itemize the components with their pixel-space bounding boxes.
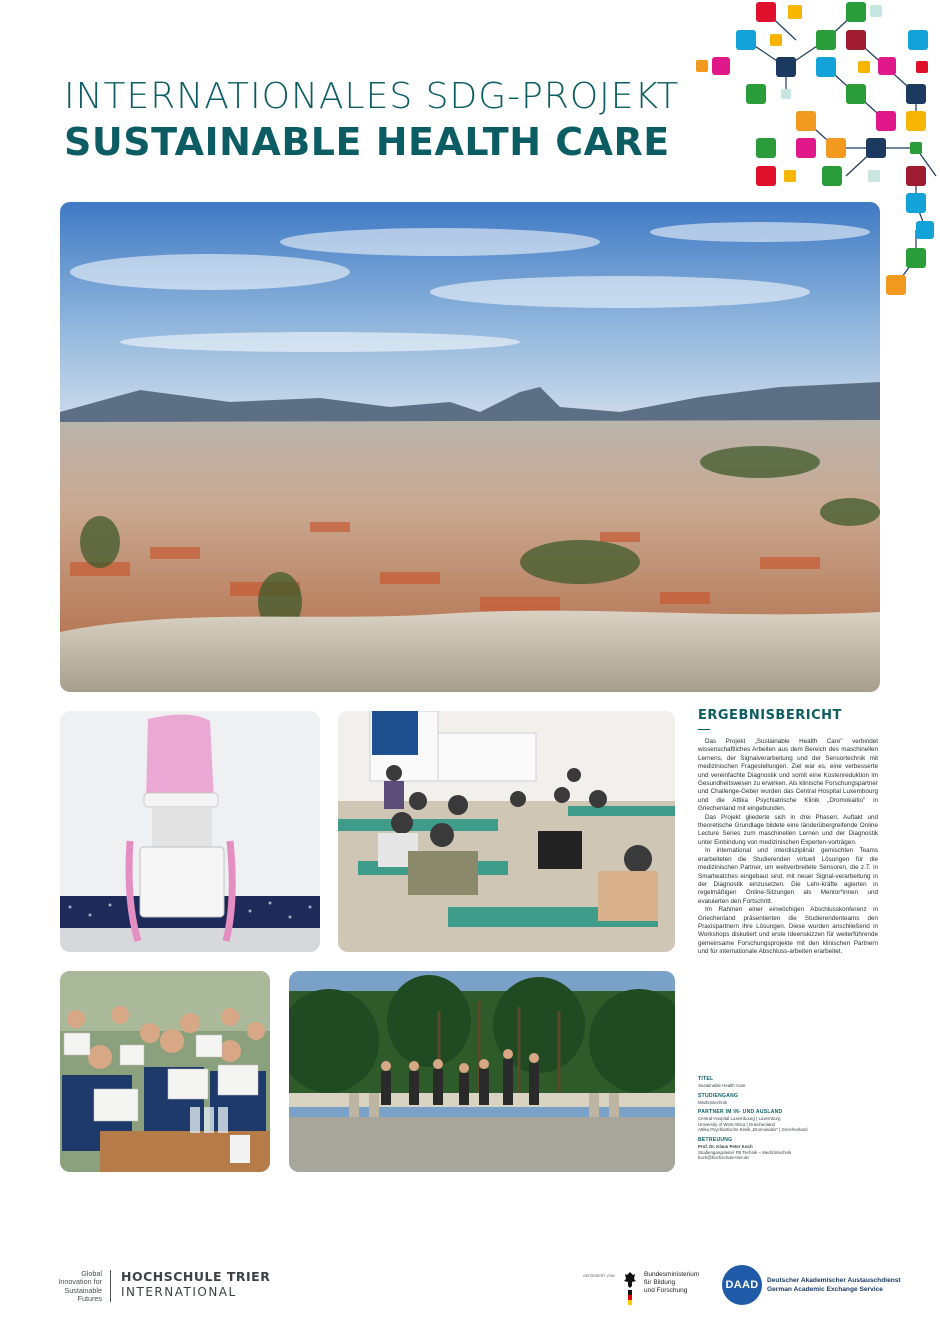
meta-betreuung-email[interactable]: koch@hochschule-trier.de — [698, 1155, 749, 1161]
meta-studiengang-label: STUDIENGANG — [698, 1092, 739, 1099]
meta-titel-value: Sustainable Health Care — [698, 1083, 746, 1088]
bmbf-logo-text — [644, 1271, 699, 1294]
footer-tagline-line: Sustainable — [64, 1285, 102, 1295]
report-rule — [698, 729, 710, 730]
meta-titel-label: TITEL — [698, 1076, 714, 1082]
footer-tagline-line: Futures — [77, 1294, 102, 1304]
footer-tagline-line: Innovation for — [58, 1277, 102, 1287]
report-paragraph: Im Rahmen einer einwöchigen Abschlusskonferenz in Griechenland präsentierten die Studierendenteams den Praxispartnern ihre Lösungen. Diese wurden anschließend in Workshops diskutiert und erste Ideenskizzen für weiterführende gemeinsame Forschungsprojekte mit den klinischen Partnern und für internationale Abschluss-arbeiten erarbeitet. — [698, 906, 878, 956]
report-heading: ERGEBNISBERICHT — [698, 708, 842, 723]
meta-betreuung-label: BETREUUNG — [698, 1136, 733, 1143]
title-line-2: SUSTAINABLE HEALTH CARE — [64, 120, 670, 164]
footer-tagline-line: Global — [81, 1269, 102, 1278]
certificates-group-photo — [60, 971, 270, 1172]
meta-partner-line: Central Hospital Luxembourg | Luxemburg — [698, 1116, 781, 1122]
meta-betreuung-line: Studiengangsleiter FB Technik – Medizintechnik — [698, 1149, 792, 1155]
report-body — [698, 738, 878, 957]
meta-partner-label: PARTNER IM IN- UND AUSLAND — [698, 1109, 783, 1116]
funded-by-label: GEFÖRDERT VOM — [583, 1274, 615, 1278]
bmbf-line: Bundesministerium — [644, 1271, 700, 1278]
school-name: HOCHSCHULE TRIER — [121, 1269, 271, 1284]
meta-betreuung — [698, 1137, 878, 1161]
hero-athens-panorama-photo — [60, 202, 880, 692]
daad-line: German Academic Exchange Service — [767, 1285, 883, 1293]
meta-studiengang-value: Medizintechnik — [698, 1099, 728, 1105]
federal-eagle-icon — [623, 1270, 637, 1306]
mammography-device-photo — [60, 711, 320, 952]
meta-partner-line: University of West Attica | Griechenland — [698, 1121, 775, 1127]
report-paragraph: In international und interdisziplinär gemischten Teams erarbeiteten die Studierenden virtuell Lösungen für die medizinischen Partner, um weitverbreitete Sensoren, die z.T. in Smartwatches eingebaut sind, mit neuer Signal-verarbeitung in der Diagnostik einzusetzen. Die Lehr-kräfte agierten in regelmäßigen Online-Sitzungen als Mentor*innen und evaluierten den Fortschritt. — [698, 847, 878, 905]
school-international: INTERNATIONAL — [121, 1285, 237, 1299]
meta-titel — [698, 1076, 878, 1089]
daad-line: Deutscher Akademischer Austauschdienst — [767, 1277, 901, 1284]
bmbf-line: und Forschung — [644, 1286, 688, 1294]
report-paragraph: Das Projekt „Sustainable Health Care" verbindet wissenschaftliches Arbeiten aus dem Bereich des maschinellen Lernens, der Signalverarbeitung und der Sensortechnik mit medizinischen Fragestellungen. Ziel war es, eine verbesserte und vereinfachte Diagnostik und somit eine Kostenreduktion im Gesundheitswesen zu erwirken. Als klinische Forschungspartner und Challenge-Geber wurden das Central Hospital Luxembourg und die Attika Psychiatrische Klinik „Dromokaitio" in Griechenland mit eingebunden. — [698, 738, 878, 813]
footer-divider — [110, 1270, 111, 1302]
results-report — [698, 708, 878, 957]
title-line-1: INTERNATIONALES SDG-PROJEKT — [64, 76, 680, 117]
meta-betreuung-name: Prof. Dr. Klaus Peter Koch — [698, 1143, 753, 1149]
report-paragraph: Das Projekt gliederte sich in drei Phasen: Auftakt und theoretische Grundlage bildete eine länderübergreifende Online Lecture Series zum maschinellen Lernen und der Diagnostik unter Einbindung von medizinischen Experten-vorträgen. — [698, 813, 878, 846]
daad-logo: DAAD — [722, 1265, 762, 1305]
project-meta — [698, 1076, 878, 1165]
daad-name — [767, 1277, 901, 1295]
meta-studiengang — [698, 1093, 878, 1106]
bmbf-line: für Bildung — [644, 1278, 676, 1286]
meta-partner-line: Attika Psychiatrische Klinik „Dromokaitio" | Griechenland — [698, 1127, 808, 1133]
garden-group-photo — [289, 971, 675, 1172]
meta-partner — [698, 1109, 878, 1133]
footer-tagline — [40, 1270, 102, 1304]
classroom-lecture-photo — [338, 711, 675, 952]
